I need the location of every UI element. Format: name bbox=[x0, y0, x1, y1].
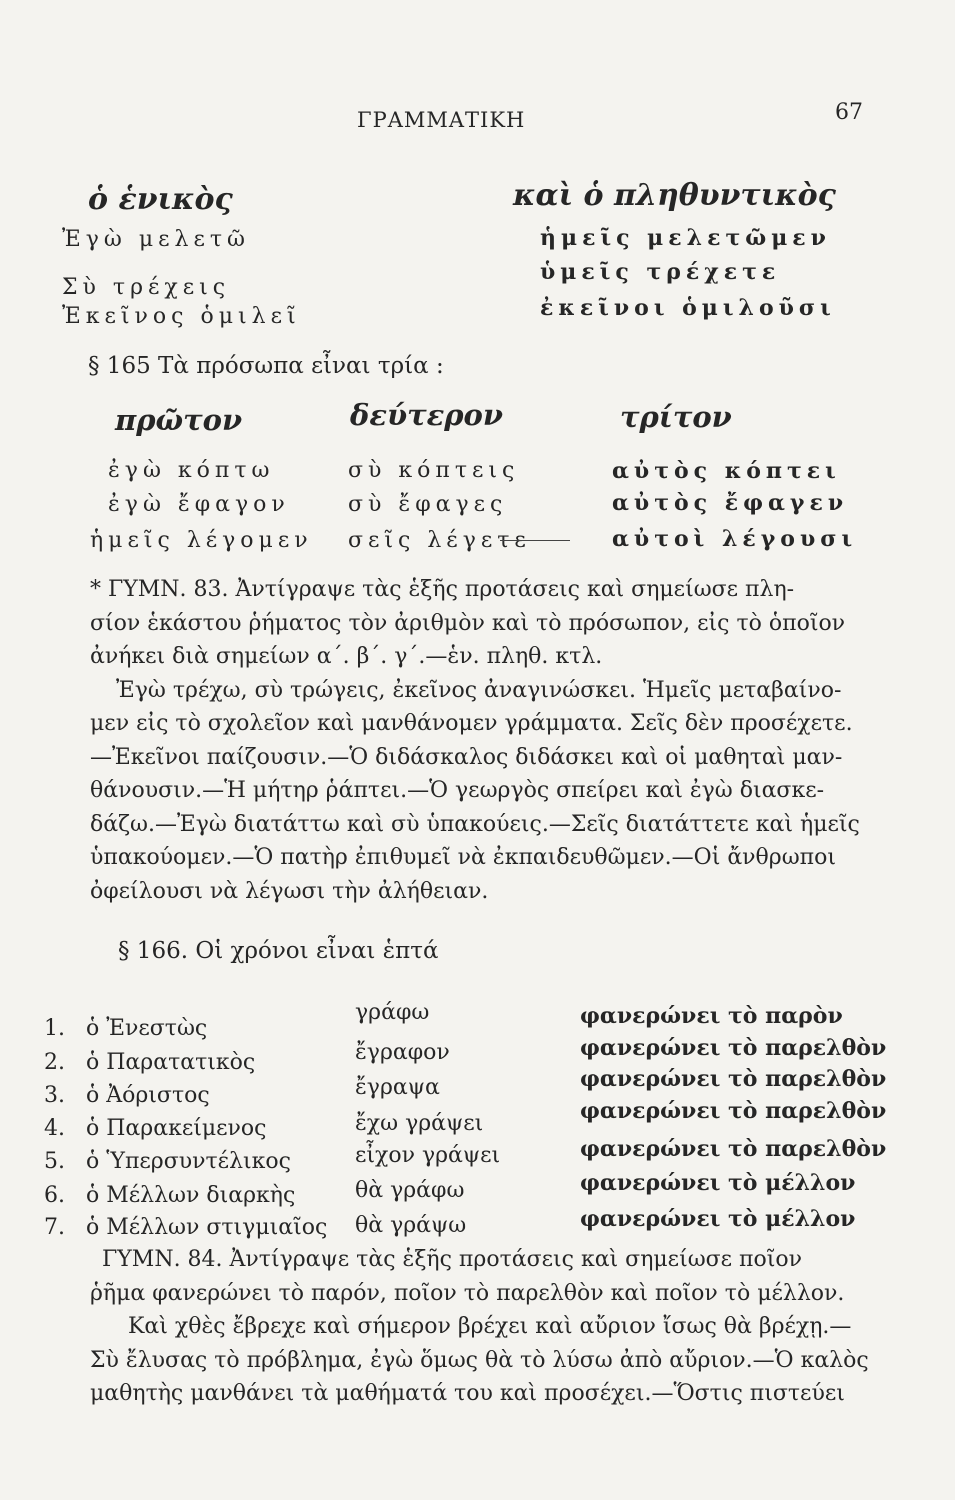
tense-name: ὁ Μέλλων στιγμιαῖος bbox=[86, 1215, 328, 1240]
plural-form: ὑμεῖς τρέχετε bbox=[540, 259, 781, 285]
person-example: ἐγὼ κόπτω bbox=[108, 458, 275, 483]
text-line: δάζω.—Ἐγὼ διατάττω καὶ σὺ ὑπακούεις.—Σεῖς διατάττετε καὶ ἡμεῖς bbox=[90, 811, 860, 837]
running-header-title: ΓΡΑΜΜΑΤΙΚΗ bbox=[357, 108, 526, 132]
plural-form: ἡμεῖς μελετῶμεν bbox=[540, 225, 831, 251]
person-third-heading: τρίτον bbox=[620, 400, 732, 434]
person-example: ἡμεῖς λέγομεν bbox=[90, 528, 313, 553]
tense-number: 5. bbox=[44, 1149, 65, 1174]
tense-name: ὁ Ἀόριστος bbox=[86, 1083, 210, 1108]
text-line: —Ἐκεῖνοι παίζουσιν.—Ὁ διδάσκαλος διδάσκει καὶ οἱ μαθηταὶ μαν- bbox=[90, 744, 843, 770]
tense-name: ὁ Μέλλων διαρκὴς bbox=[86, 1183, 296, 1208]
person-example: αὐτὸς ἔφαγεν bbox=[612, 490, 849, 516]
person-example: σὺ ἔφαγες bbox=[348, 492, 508, 517]
singular-form: Ἐγὼ μελετῶ bbox=[62, 227, 250, 252]
tense-meaning: φανερώνει τὸ παρελθὸν bbox=[580, 1136, 887, 1162]
text-line: μαθητὴς μανθάνει τὰ μαθήματά του καὶ προσέχει.—Ὅστις πιστεύει bbox=[90, 1381, 845, 1406]
tense-form: ἔχω γράψει bbox=[355, 1111, 484, 1136]
text-line: ἀνήκει διὰ σημείων α΄. β΄. γ΄.—ἑν. πληθ. κτλ. bbox=[90, 644, 603, 669]
text-line: ὀφείλουσι νὰ λέγωσι τὴν ἀλήθειαν. bbox=[90, 878, 489, 904]
text-line: Καὶ χθὲς ἔβρεχε καὶ σήμερον βρέχει καὶ αὔριον ἴσως θὰ βρέχῃ.— bbox=[128, 1314, 852, 1339]
singular-form: Ἐκεῖνος ὁμιλεῖ bbox=[62, 304, 301, 329]
text-line: ῥῆμα φανερώνει τὸ παρόν, ποῖον τὸ παρελθὸν καὶ ποῖον τὸ μέλλον. bbox=[90, 1280, 845, 1306]
tense-meaning: φανερώνει τὸ μέλλον bbox=[580, 1170, 856, 1196]
page-number: 67 bbox=[835, 100, 863, 125]
tense-form: θὰ γράφω bbox=[355, 1178, 465, 1203]
person-example: σὺ κόπτεις bbox=[348, 458, 520, 483]
tense-number: 4. bbox=[44, 1116, 65, 1141]
person-example: αὐτὸς κόπτει bbox=[612, 458, 841, 484]
tense-number: 1. bbox=[44, 1016, 65, 1041]
text-line: Σὺ ἔλυσας τὸ πρόβλημα, ἐγὼ ὅμως θὰ τὸ λύσω ἀπὸ αὔριον.—Ὁ καλὸς bbox=[90, 1347, 869, 1373]
text-line: * ΓΥΜΝ. 83. Ἀντίγραψε τὰς ἑξῆς προτάσεις καὶ σημείωσε πλη- bbox=[90, 577, 795, 602]
tense-number: 3. bbox=[44, 1083, 65, 1108]
person-example: ἐγὼ ἔφαγον bbox=[108, 492, 290, 517]
tense-form: γράφω bbox=[355, 1000, 430, 1025]
tense-form: ἔγραφον bbox=[355, 1040, 450, 1065]
section-166-title: § 166. Οἱ χρόνοι εἶναι ἑπτά bbox=[118, 938, 439, 964]
text-line: ὑπακούομεν.—Ὁ πατὴρ ἐπιθυμεῖ νὰ ἐκπαιδευθῶμεν.—Οἱ ἄνθρωποι bbox=[90, 845, 837, 870]
person-example: σεῖς λέγετε bbox=[348, 528, 531, 553]
tense-number: 2. bbox=[44, 1050, 65, 1075]
tense-name: ὁ Παρατατικὸς bbox=[86, 1050, 256, 1075]
tense-name: ὁ Ἐνεστὼς bbox=[86, 1016, 208, 1041]
tense-number: 7. bbox=[44, 1215, 65, 1240]
dash-separator bbox=[500, 540, 570, 541]
tense-meaning: φανερώνει τὸ παρελθὸν bbox=[580, 1098, 887, 1124]
tense-form: ἔγραψα bbox=[355, 1075, 440, 1100]
text-line: σίον ἑκάστου ῥήματος τὸν ἀριθμὸν καὶ τὸ πρόσωπον, εἰς τὸ ὁποῖον bbox=[90, 610, 846, 636]
plural-heading: καὶ ὁ πληθυντικὸς bbox=[513, 178, 836, 213]
tense-meaning: φανερώνει τὸ μέλλον bbox=[580, 1206, 856, 1232]
tense-form: θὰ γράψω bbox=[355, 1213, 467, 1238]
text-line: Ἐγὼ τρέχω, σὺ τρώγεις, ἐκεῖνος ἀναγινώσκει. Ἡμεῖς μεταβαίνο- bbox=[116, 677, 842, 703]
singular-heading: ὁ ἑνικὸς bbox=[88, 182, 233, 217]
plural-form: ἐκεῖνοι ὁμιλοῦσι bbox=[540, 295, 836, 321]
tense-number: 6. bbox=[44, 1183, 65, 1208]
text-line: θάνουσιν.—Ἡ μήτηρ ῥάπτει.—Ὁ γεωργὸς σπείρει καὶ ἐγὼ διασκε- bbox=[90, 778, 825, 803]
person-example: αὐτοὶ λέγουσι bbox=[612, 526, 858, 552]
tense-name: ὁ Ὑπερσυντέλικος bbox=[86, 1149, 291, 1174]
tense-name: ὁ Παρακείμενος bbox=[86, 1116, 267, 1141]
exercise-84 bbox=[90, 1243, 882, 1411]
tense-meaning: φανερώνει τὸ παρελθὸν bbox=[580, 1035, 887, 1061]
person-first-heading: πρῶτον bbox=[115, 403, 243, 437]
text-line: μεν εἰς τὸ σχολεῖον καὶ μανθάνομεν γράμματα. Σεῖς δὲν προσέχετε. bbox=[90, 711, 853, 736]
section-165-title: § 165 Τὰ πρόσωπα εἶναι τρία : bbox=[88, 353, 444, 379]
tense-meaning: φανερώνει τὸ παρὸν bbox=[580, 1003, 843, 1029]
tense-meaning: φανερώνει τὸ παρελθὸν bbox=[580, 1066, 887, 1092]
tense-form: εἶχον γράψει bbox=[355, 1143, 501, 1168]
singular-form: Σὺ τρέχεις bbox=[62, 275, 231, 300]
person-second-heading: δεύτερον bbox=[350, 398, 503, 432]
text-line: ΓΥΜΝ. 84. Ἀντίγραψε τὰς ἑξῆς προτάσεις καὶ σημείωσε ποῖον bbox=[102, 1247, 802, 1272]
exercise-83 bbox=[90, 573, 880, 908]
